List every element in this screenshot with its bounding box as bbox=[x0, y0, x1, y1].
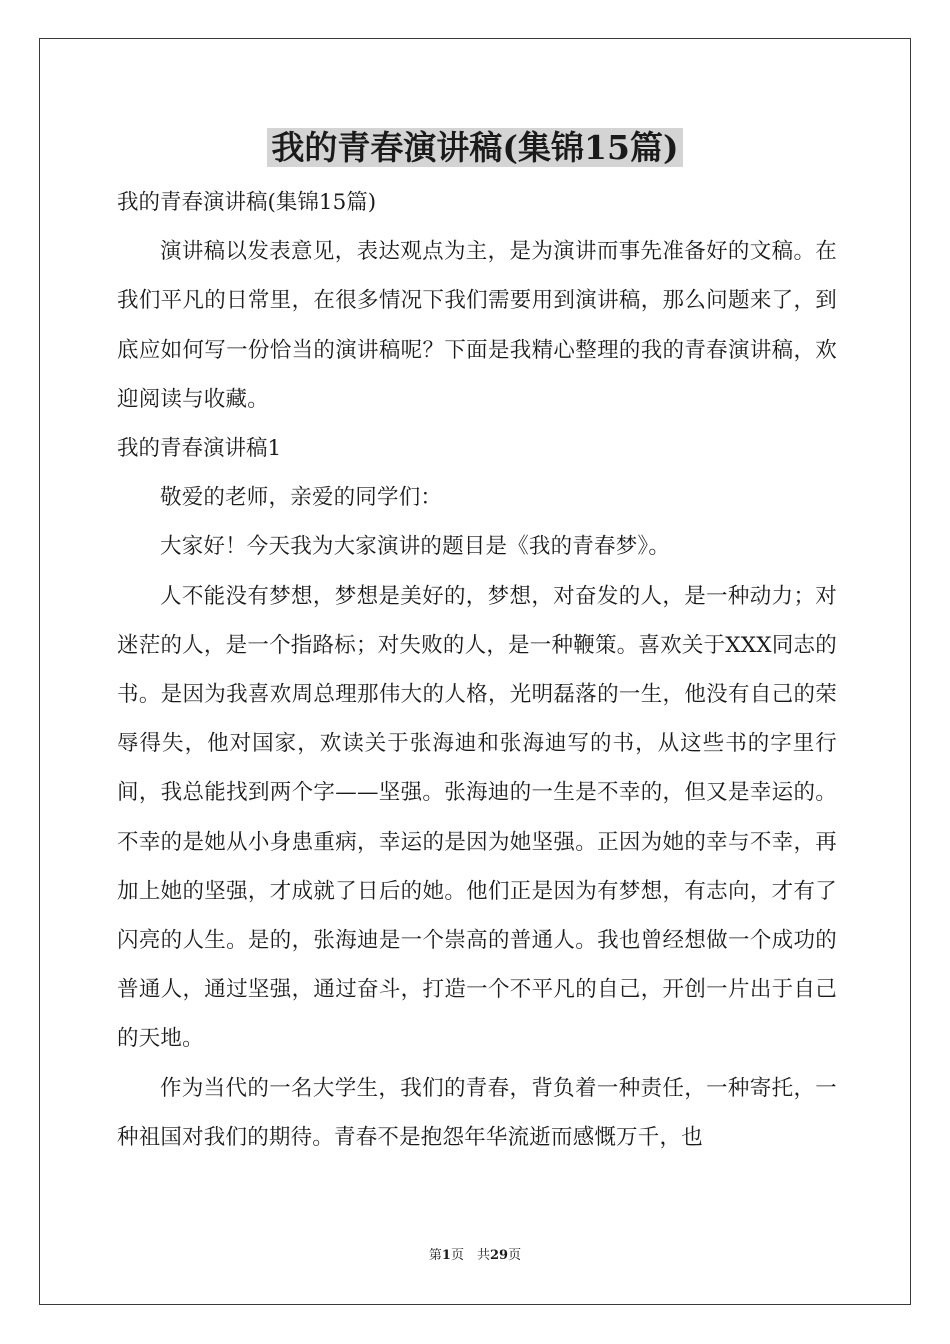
page-total: 29 bbox=[489, 1248, 509, 1263]
page-mid: 页 共 bbox=[450, 1248, 490, 1263]
body-paragraph-1: 人不能没有梦想，梦想是美好的，梦想，对奋发的人，是一种动力；对迷茫的人，是一个指路标；对失败的人，是一种鞭策。喜欢关于XXX同志的书。是因为我喜欢周总理那伟大的人格，光明磊落的一生，他没有自己的荣辱得失，他对国家，欢读关于张海迪和张海迪写的书，从这些书的字里行间，我总能找到两个字——坚强。张海迪的一生是不幸的，但又是幸运的。不幸的是她从小身患重病，幸运的是因为她坚强。正因为她的幸与不幸，再加上她的坚强，才成就了日后的她。他们正是因为有梦想，有志向，才有了闪亮的人生。是的，张海迪是一个崇高的普通人。我也曾经想做一个成功的普通人，通过坚强，通过奋斗，打造一个不平凡的自己，开创一片出于自己的天地。 bbox=[117, 583, 837, 1052]
section-heading: 我的青春演讲稿1 bbox=[117, 436, 282, 461]
document-title-text: 我的青春演讲稿(集锦15篇) bbox=[267, 128, 682, 167]
intro-paragraph: 演讲稿以发表意见，表达观点为主，是为演讲而事先准备好的文稿。在我们平凡的日常里，在很多情况下我们需要用到演讲稿，那么问题来了，到底应如何写一份恰当的演讲稿呢？下面是我精心整理的我的青春演讲稿，欢迎阅读与收藏。 bbox=[117, 239, 837, 412]
page-footer bbox=[0, 1246, 950, 1266]
document-title bbox=[0, 126, 950, 170]
document-body bbox=[117, 178, 837, 1162]
page-current: 1 bbox=[441, 1248, 451, 1263]
page-prefix: 第 bbox=[428, 1248, 442, 1263]
greeting-paragraph: 敬爱的老师，亲爱的同学们： bbox=[160, 485, 443, 511]
page-suffix: 页 bbox=[508, 1248, 522, 1263]
opening-paragraph: 大家好！今天我为大家演讲的题目是《我的青春梦》。 bbox=[160, 534, 671, 560]
body-paragraph-2: 作为当代的一名大学生，我们的青春，背负着一种责任，一种寄托，一种祖国对我们的期待。青春不是抱怨年华流逝而感慨万千，也 bbox=[117, 1075, 837, 1150]
document-subtitle: 我的青春演讲稿(集锦15篇) bbox=[117, 190, 377, 215]
